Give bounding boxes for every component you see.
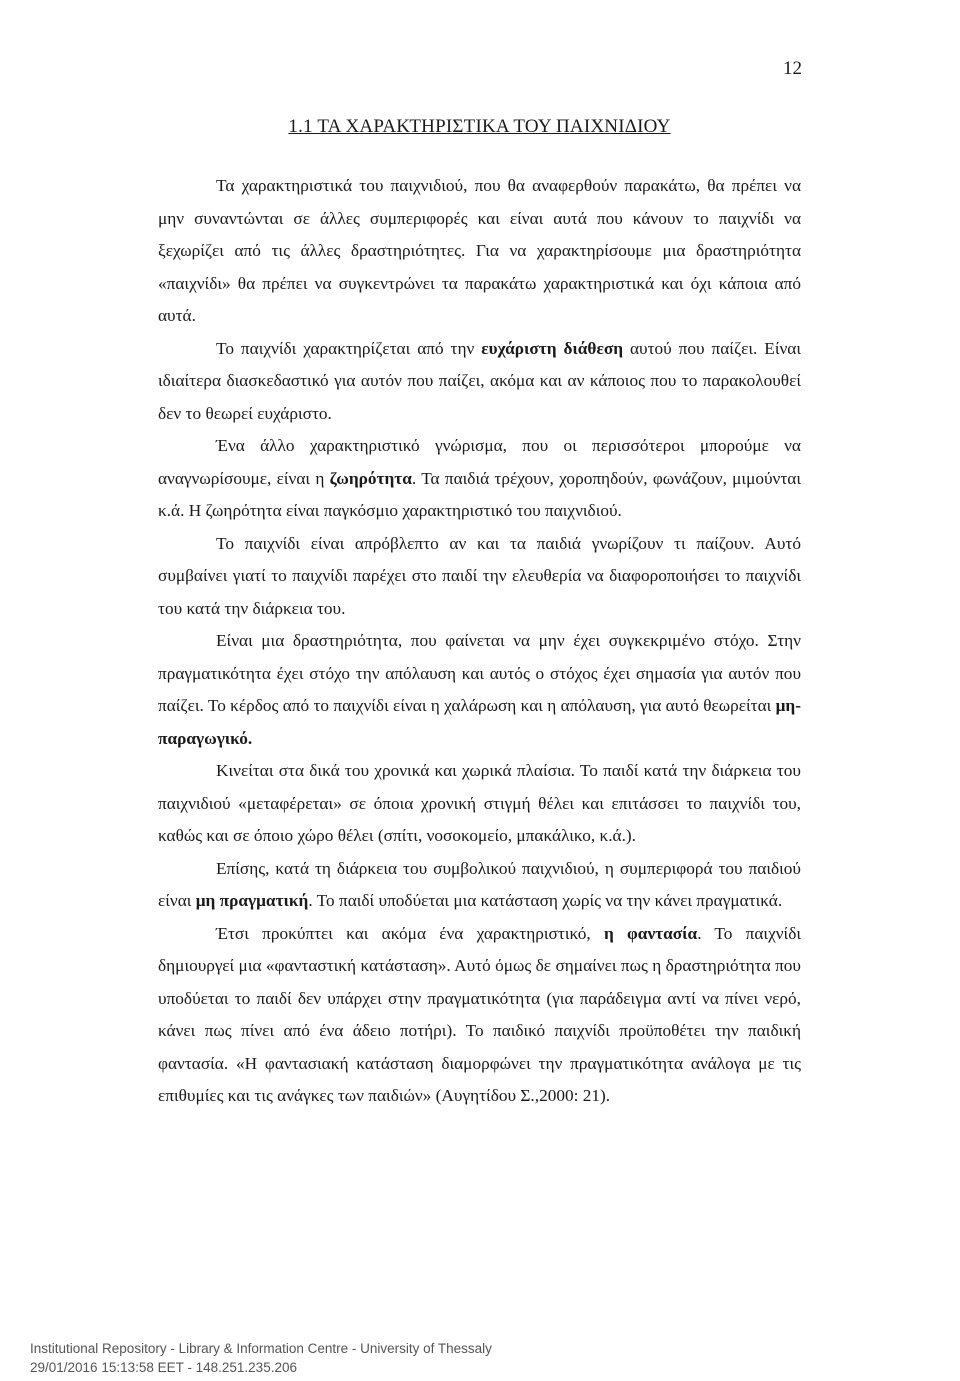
paragraph-7 xyxy=(158,853,801,918)
paragraph-5-bold: μη- παραγωγικό. xyxy=(158,696,801,748)
paragraph-2 xyxy=(158,333,801,431)
page-number: 12 xyxy=(783,58,802,79)
paragraph-6: Κινείται στα δικά του χρονικά και χωρικά πλαίσια. Το παιδί κατά την διάρκεια του παιχνιδιού «μεταφέρεται» σε όποια χρονική στιγμή θέλει και επιτάσσει το παιχνίδι του, καθώς και σε όποιο χώρο θέλει (σπίτι, νοσοκομείο, μπακάλικο, κ.ά.). xyxy=(158,761,801,845)
paragraph-2-text-end: αυτού που παίζει. Είναι ιδιαίτερα διασκεδαστικό για αυτόν που παίζει, ακόμα και αν κάποιος που το παρακολουθεί δεν το θεωρεί ευχάριστο. xyxy=(158,338,801,423)
paragraph-7-text: Επίσης, κατά τη διάρκεια του συμβολικού παιχνιδιού, η συμπεριφορά του παιδιού είναι xyxy=(158,858,801,910)
paragraph-2-bold: ευχάριστη διάθεση xyxy=(481,338,624,358)
paragraph-8 xyxy=(158,918,801,1113)
paragraph-4: Το παιχνίδι είναι απρόβλεπτο αν και τα παιδιά γνωρίζουν τι παίζουν. Αυτό συμβαίνει γιατί το παιχνίδι παρέχει στο παιδί την ελευθερία να διαφοροποιήσει το παιχνίδι του κατά την διάρκεια του. xyxy=(158,533,801,618)
paragraph-3 xyxy=(158,430,801,528)
footer-timestamp-line: 29/01/2016 15:13:58 EET - 148.251.235.206 xyxy=(30,1360,297,1375)
paragraph-3-bold: ζωηρότητα xyxy=(329,468,412,488)
paragraph-3-text-end: . Τα παιδιά τρέχουν, χοροπηδούν, φωνάζουν, μιμούνται κ.ά. Η ζωηρότητα είναι παγκόσμιο χαρακτηριστικό του παιχνιδιού. xyxy=(158,468,801,520)
paragraph-3-text: Ένα άλλο χαρακτηριστικό γνώρισμα, που οι περισσότεροι μπορούμε να αναγνωρίσουμε, είναι η xyxy=(158,436,801,488)
paragraph-8-bold: η φαντασία xyxy=(603,923,698,943)
body-text xyxy=(158,170,801,1113)
paragraph-8-text: Έτσι προκύπτει και ακόμα ένα χαρακτηριστικό, xyxy=(216,923,604,943)
paragraph-8-text-end: . Το παιχνίδι δημιουργεί μια «φανταστική κατάσταση». Αυτό όμως δε σημαίνει πως η δραστηριότητα που υποδύεται το παιδί δεν υπάρχει στην πραγματικότητα (για παράδειγμα αντί να πίνει νερό, κάνει πως πίνει από ένα άδειο ποτήρι). Το παιδικό παιχνίδι προϋποθέτει την παιδική φαντασία. «Η φαντασιακή κατάσταση διαμορφώνει την πραγματικότητα ανάλογα με τις επιθυμίες και τις ανάγκες των παιδιών» (Αυγητίδου Σ.,2000: 21). xyxy=(158,923,802,1105)
footer-repository-line: Institutional Repository - Library & Information Centre - University of Thessaly xyxy=(30,1341,492,1356)
repository-footer xyxy=(30,1339,492,1377)
paragraph-2-text: Το παιχνίδι χαρακτηρίζεται από την xyxy=(216,338,482,358)
section-heading: 1.1 ΤΑ ΧΑΡΑΚΤΗΡΙΣΤΙΚΑ ΤΟΥ ΠΑΙΧΝΙΔΙΟΥ xyxy=(288,116,671,137)
paragraph-7-text-end: . Το παιδί υποδύεται μια κατάσταση χωρίς να την κάνει πραγματικά. xyxy=(308,891,783,910)
paragraph-5-text: Είναι μια δραστηριότητα, που φαίνεται να μην έχει συγκεκριμένο στόχο. Στην πραγματικότητα έχει στόχο την απόλαυση και αυτός ο στόχος έχει σημασία για αυτόν που παίζει. Το κέρδος από το παιχνίδι είναι η χαλάρωση και η απόλαυση, για αυτό θεωρείται xyxy=(158,631,801,715)
paragraph-7-bold: μη πραγματική xyxy=(195,891,309,910)
paragraph-5 xyxy=(158,625,801,755)
paragraph-1: Τα χαρακτηριστικά του παιχνιδιού, που θα αναφερθούν παρακάτω, θα πρέπει να μην συναντώνται σε άλλες συμπεριφορές και είναι αυτά που κάνουν το παιχνίδι να ξεχωρίζει από τις άλλες δραστηριότητες. Για να χαρακτηρίσουμε μια δραστηριότητα «παιχνίδι» θα πρέπει να συγκεντρώνει τα παρακάτω χαρακτηριστικά και όχι κάποια από αυτά. xyxy=(158,176,801,325)
